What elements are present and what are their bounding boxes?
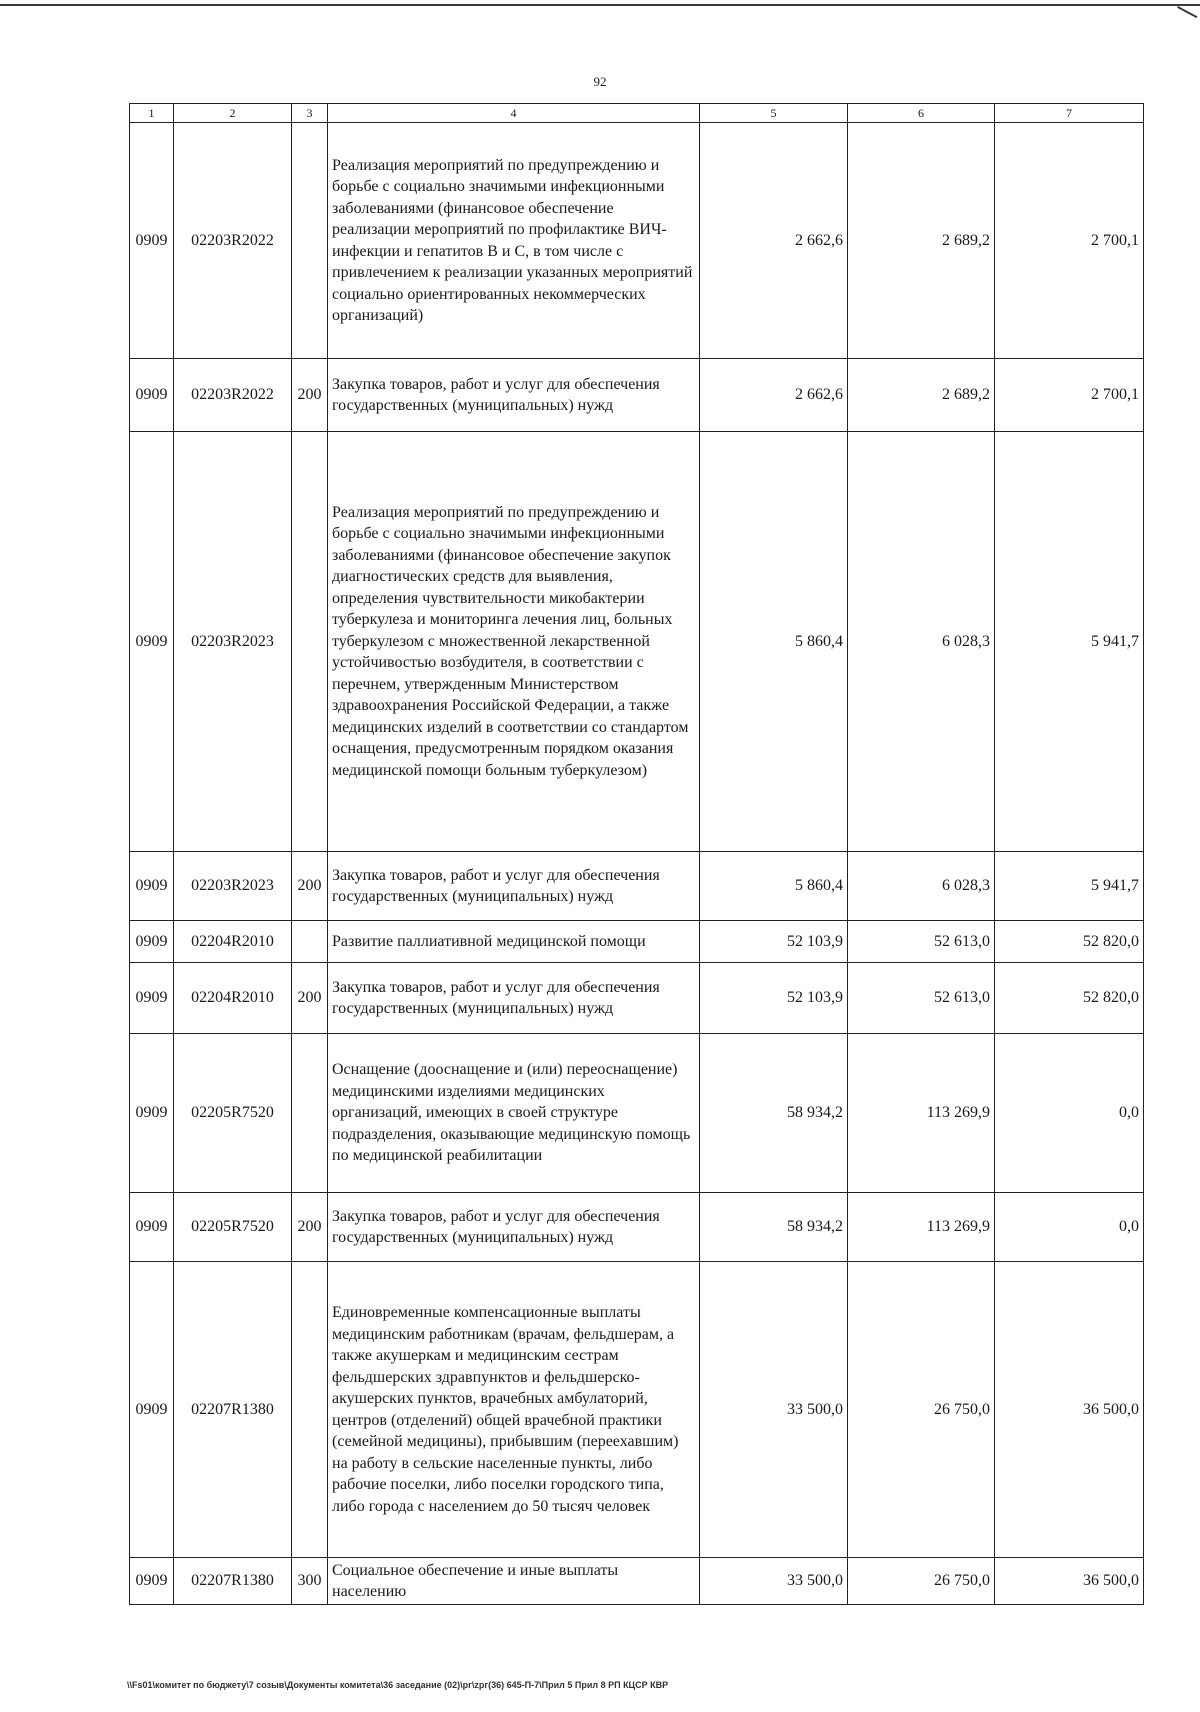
section-code: 0909 xyxy=(130,852,174,921)
section-code: 0909 xyxy=(130,1262,174,1558)
expense-type-code: 300 xyxy=(292,1558,328,1605)
section-code: 0909 xyxy=(130,123,174,359)
column-header: 2 xyxy=(174,104,292,123)
item-name: Оснащение (дооснащение и (или) переоснащение) медицинскими изделиями медицинских организаций, имеющих в своей структуре подразделения, оказывающие медицинскую помощь по медицинской реабилитации xyxy=(328,1034,700,1193)
item-name: Закупка товаров, работ и услуг для обеспечения государственных (муниципальных) нужд xyxy=(328,963,700,1034)
expense-type-code xyxy=(292,921,328,963)
amount-col7: 0,0 xyxy=(995,1034,1144,1193)
item-name: Единовременные компенсационные выплаты медицинским работникам (врачам, фельдшерам, а также акушеркам и медицинским сестрам фельдшерских здравпунктов и фельдшерско-акушерских пунктов, врачебных амбулаторий, центров (отделений) общей врачебной практики (семейной медицины), прибывшим (переехавшим) на работу в сельские населенные пункты, либо рабочие поселки, либо поселки городского типа, либо города с населением до 50 тысяч человек xyxy=(328,1262,700,1558)
amount-col7: 5 941,7 xyxy=(995,432,1144,852)
amount-col7: 0,0 xyxy=(995,1193,1144,1262)
table-row xyxy=(130,123,1144,359)
file-path-footer: \\Fs01\комитет по бюджету\7 созыв\Документы комитета\36 заседание (02)\рг\zрг(36) 645-П-7\Прил 5 Прил 8 РП КЦСР КВР xyxy=(127,1680,669,1690)
amount-col5: 2 662,6 xyxy=(700,123,848,359)
column-header: 6 xyxy=(848,104,995,123)
target-article-code: 02204R2010 xyxy=(174,921,292,963)
section-code: 0909 xyxy=(130,432,174,852)
amount-col7: 2 700,1 xyxy=(995,123,1144,359)
column-header: 4 xyxy=(328,104,700,123)
column-header: 5 xyxy=(700,104,848,123)
amount-col6: 6 028,3 xyxy=(848,432,995,852)
amount-col7: 5 941,7 xyxy=(995,852,1144,921)
table-row xyxy=(130,852,1144,921)
column-header: 1 xyxy=(130,104,174,123)
target-article-code: 02204R2010 xyxy=(174,963,292,1034)
amount-col6: 113 269,9 xyxy=(848,1193,995,1262)
section-code: 0909 xyxy=(130,1193,174,1262)
item-name: Реализация мероприятий по предупреждению и борьбе с социально значимыми инфекционными заболеваниями (финансовое обеспечение реализации мероприятий по профилактике ВИЧ-инфекции и гепатитов В и С, в том числе с привлечением к реализации указанных мероприятий социально ориентированных некоммерческих организаций) xyxy=(328,123,700,359)
expense-type-code xyxy=(292,432,328,852)
expense-type-code xyxy=(292,1262,328,1558)
table-row xyxy=(130,1558,1144,1605)
item-name: Закупка товаров, работ и услуг для обеспечения государственных (муниципальных) нужд xyxy=(328,852,700,921)
amount-col6: 52 613,0 xyxy=(848,963,995,1034)
table-row xyxy=(130,963,1144,1034)
amount-col6: 2 689,2 xyxy=(848,123,995,359)
amount-col6: 2 689,2 xyxy=(848,359,995,432)
expense-type-code xyxy=(292,1034,328,1193)
amount-col5: 52 103,9 xyxy=(700,963,848,1034)
section-code: 0909 xyxy=(130,921,174,963)
target-article-code: 02203R2023 xyxy=(174,432,292,852)
top-border-line xyxy=(0,4,1200,6)
table-row xyxy=(130,1262,1144,1558)
amount-col6: 26 750,0 xyxy=(848,1262,995,1558)
amount-col5: 5 860,4 xyxy=(700,852,848,921)
table-row xyxy=(130,1034,1144,1193)
column-header: 3 xyxy=(292,104,328,123)
section-code: 0909 xyxy=(130,1034,174,1193)
target-article-code: 02203R2022 xyxy=(174,359,292,432)
item-name: Развитие паллиативной медицинской помощи xyxy=(328,921,700,963)
amount-col5: 58 934,2 xyxy=(700,1193,848,1262)
section-code: 0909 xyxy=(130,963,174,1034)
expense-type-code: 200 xyxy=(292,963,328,1034)
target-article-code: 02205R7520 xyxy=(174,1193,292,1262)
amount-col5: 5 860,4 xyxy=(700,432,848,852)
amount-col7: 36 500,0 xyxy=(995,1262,1144,1558)
expense-type-code: 200 xyxy=(292,359,328,432)
target-article-code: 02205R7520 xyxy=(174,1034,292,1193)
item-name: Закупка товаров, работ и услуг для обеспечения государственных (муниципальных) нужд xyxy=(328,1193,700,1262)
expense-type-code: 200 xyxy=(292,852,328,921)
amount-col6: 6 028,3 xyxy=(848,852,995,921)
amount-col7: 2 700,1 xyxy=(995,359,1144,432)
section-code: 0909 xyxy=(130,359,174,432)
top-corner-line xyxy=(1177,6,1197,18)
target-article-code: 02207R1380 xyxy=(174,1262,292,1558)
amount-col7: 52 820,0 xyxy=(995,963,1144,1034)
amount-col5: 33 500,0 xyxy=(700,1558,848,1605)
amount-col5: 33 500,0 xyxy=(700,1262,848,1558)
table-row xyxy=(130,1193,1144,1262)
column-number-row xyxy=(130,104,1144,123)
target-article-code: 02203R2023 xyxy=(174,852,292,921)
item-name: Закупка товаров, работ и услуг для обеспечения государственных (муниципальных) нужд xyxy=(328,359,700,432)
target-article-code: 02207R1380 xyxy=(174,1558,292,1605)
amount-col6: 26 750,0 xyxy=(848,1558,995,1605)
amount-col5: 52 103,9 xyxy=(700,921,848,963)
amount-col6: 52 613,0 xyxy=(848,921,995,963)
amount-col5: 2 662,6 xyxy=(700,359,848,432)
amount-col5: 58 934,2 xyxy=(700,1034,848,1193)
item-name: Реализация мероприятий по предупреждению и борьбе с социально значимыми инфекционными заболеваниями (финансовое обеспечение закупок диагностических средств для выявления, определения чувствительности микобактерии туберкулеза и мониторинга лечения лиц, больных туберкулезом с множественной лекарственной устойчивостью возбудителя, в соответствии с перечнем, утвержденным Министерством здравоохранения Российской Федерации, а также медицинских изделий в соответствии со стандартом оснащения, предусмотренным порядком оказания медицинской помощи больным туберкулезом) xyxy=(328,432,700,852)
amount-col7: 36 500,0 xyxy=(995,1558,1144,1605)
budget-table xyxy=(129,103,1144,1605)
amount-col7: 52 820,0 xyxy=(995,921,1144,963)
item-name: Социальное обеспечение и иные выплаты населению xyxy=(328,1558,700,1605)
target-article-code: 02203R2022 xyxy=(174,123,292,359)
expense-type-code xyxy=(292,123,328,359)
page-number: 92 xyxy=(593,74,607,89)
amount-col6: 113 269,9 xyxy=(848,1034,995,1193)
column-header: 7 xyxy=(995,104,1144,123)
table-row xyxy=(130,359,1144,432)
table-row xyxy=(130,432,1144,852)
expense-type-code: 200 xyxy=(292,1193,328,1262)
table-row xyxy=(130,921,1144,963)
section-code: 0909 xyxy=(130,1558,174,1605)
